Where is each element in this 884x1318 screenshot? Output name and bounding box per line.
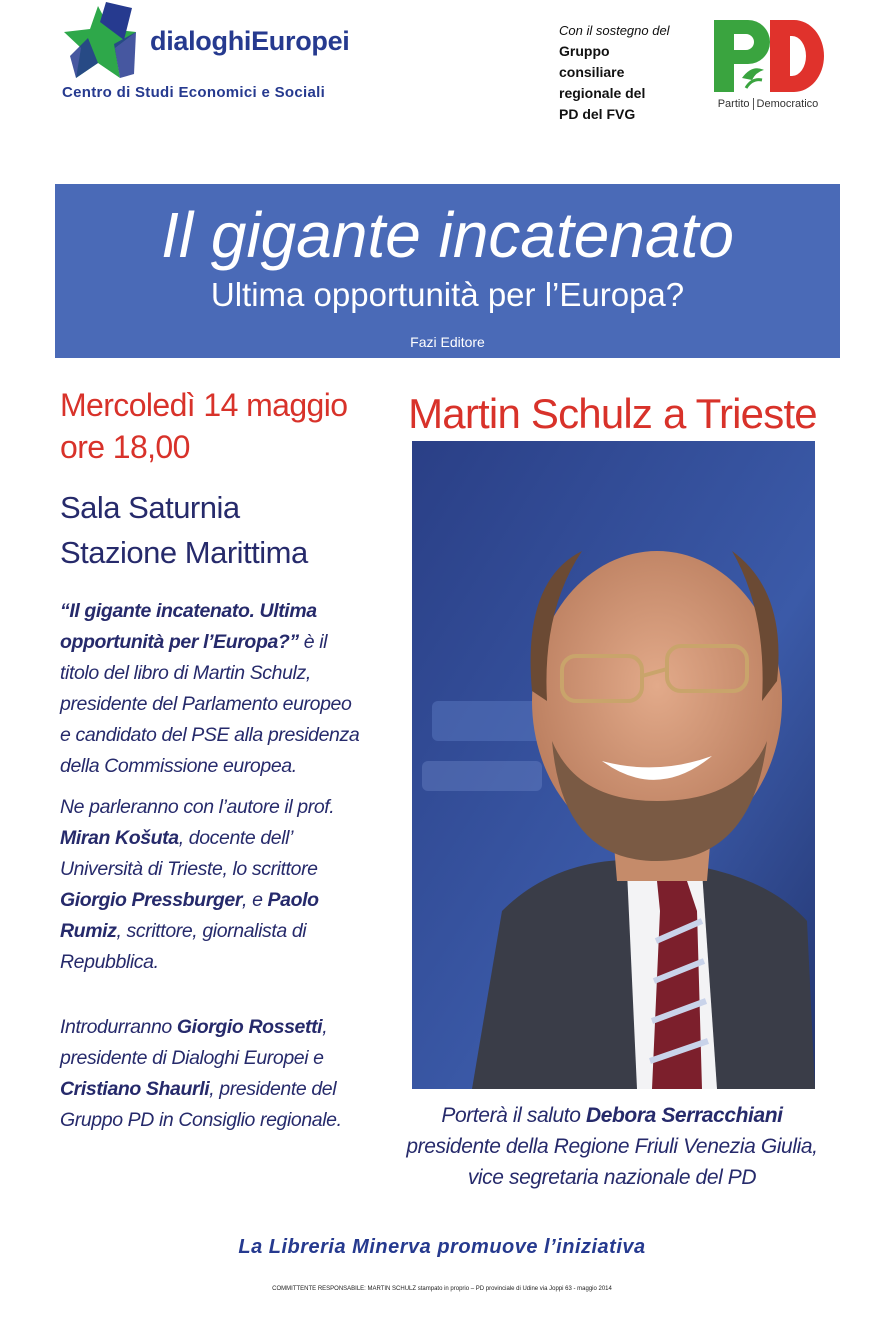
description-paragraph (60, 596, 365, 782)
event-date (60, 384, 347, 468)
event-time-line: ore 18,00 (60, 429, 190, 465)
greeting-line (392, 1100, 832, 1131)
org-subtitle: Centro di Studi Economici e Sociali (62, 84, 326, 101)
introducers-paragraph (60, 1012, 365, 1136)
text-span: , presidente del Gruppo PD in Consiglio regionale. (60, 1078, 342, 1131)
greeting-name: Debora Serracchiani (585, 1104, 783, 1127)
introducer-name: Cristiano Shaurli (60, 1078, 210, 1100)
text-span: , docente dell’ Università di Trieste, lo scrittore (60, 827, 318, 880)
event-date-line: Mercoledì 14 maggio (60, 387, 348, 423)
speaker-name: Giorgio Pressburger (60, 889, 243, 911)
title-banner (55, 184, 840, 358)
pd-party-name (710, 98, 826, 110)
org-name: dialoghiEuropei (150, 26, 350, 56)
support-line: consiliare (559, 64, 625, 80)
speaker-name: Miran Košuta (60, 827, 179, 849)
greeting-line: vice segretaria nazionale del PD (467, 1166, 757, 1189)
speakers-paragraph (60, 792, 365, 978)
greeting-note (392, 1100, 832, 1193)
speaker-photo (412, 441, 815, 1089)
support-line: PD del FVG (559, 106, 636, 122)
pd-name-right: Democratico (753, 98, 819, 110)
book-subtitle: Ultima opportunità per l’Europa? (210, 276, 685, 313)
speaker-name: Paolo Rumiz (60, 889, 319, 942)
venue-line: Sala Saturnia (60, 490, 240, 525)
event-venue (60, 485, 308, 575)
speaker-headline: Martin Schulz a Trieste (408, 390, 817, 437)
text-span: , presidente di Dialoghi Europei e (60, 1016, 328, 1069)
promo-line: La Libreria Minerva promuove l’iniziativa (238, 1236, 646, 1258)
book-title: Il gigante incatenato (161, 199, 734, 271)
text-span: Porterà il saluto (441, 1104, 586, 1127)
pd-party-logo (712, 18, 824, 94)
support-line: regionale del (559, 85, 646, 101)
fine-print: COMMITTENTE RESPONSABILE: MARTIN SCHULZ stampato in proprio – PD provinciale di Udine via Joppi 63 - maggio 2014 (272, 1286, 612, 1292)
publisher: Fazi Editore (410, 334, 485, 350)
introducer-name: Giorgio Rossetti (176, 1016, 323, 1038)
text-span: , scrittore, giornalista di Repubblica. (60, 920, 307, 973)
support-line: Gruppo (559, 43, 610, 59)
pd-name-left: Partito (717, 98, 750, 110)
book-citation: “Il gigante incatenato. Ultima opportunità per l’Europa?” (60, 600, 317, 653)
text-span: , e (242, 889, 268, 911)
text-span: Introdurranno (60, 1016, 177, 1038)
greeting-line: presidente della Regione Friuli Venezia Giulia, (406, 1135, 818, 1158)
text-span: Ne parleranno con l’autore il prof. (60, 796, 335, 818)
support-block (559, 20, 694, 125)
support-intro: Con il sostegno del (559, 23, 670, 38)
description-text: è il titolo del libro di Martin Schulz, presidente del Parlamento europeo e candidato del PSE alla presidenza della Commissione europea. (60, 631, 360, 777)
dialoghi-europei-star-logo (62, 2, 138, 82)
venue-line: Stazione Marittima (60, 535, 308, 570)
